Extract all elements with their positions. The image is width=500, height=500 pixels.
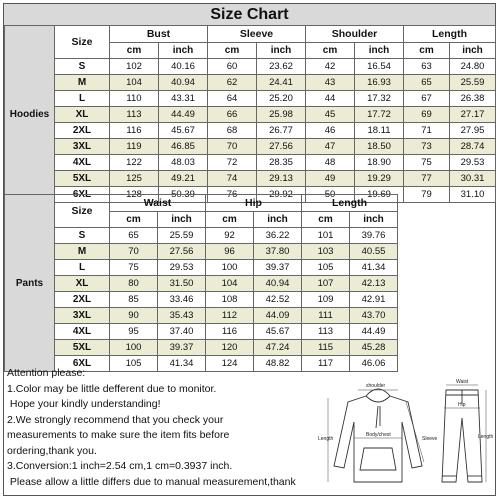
value-cell: 104 xyxy=(206,276,254,292)
value-cell: 90 xyxy=(110,308,158,324)
value-cell: 76 xyxy=(208,187,257,203)
value-cell: 71 xyxy=(404,123,450,139)
value-cell: 67 xyxy=(404,91,450,107)
value-cell: 37.80 xyxy=(254,244,302,260)
measurement-diagram xyxy=(318,378,493,490)
value-cell: 80 xyxy=(110,276,158,292)
unit-header: cm xyxy=(306,43,355,59)
label-shoulder: shoulder xyxy=(366,383,386,389)
value-cell: 29.53 xyxy=(450,155,496,171)
value-cell: 45 xyxy=(306,107,355,123)
value-cell: 23.62 xyxy=(257,59,306,75)
value-cell: 17.72 xyxy=(355,107,404,123)
unit-header: inch xyxy=(159,43,208,59)
group-header-length: Length xyxy=(404,26,496,43)
value-cell: 19.29 xyxy=(355,171,404,187)
value-cell: 28.35 xyxy=(257,155,306,171)
size-cell: 5XL xyxy=(55,171,110,187)
label-sleeve: Sleeve xyxy=(422,436,438,442)
attention-notes xyxy=(7,366,325,490)
value-cell: 29.13 xyxy=(257,171,306,187)
value-cell: 40.16 xyxy=(159,59,208,75)
value-cell: 70 xyxy=(110,244,158,260)
value-cell: 108 xyxy=(206,292,254,308)
value-cell: 117 xyxy=(302,356,350,372)
value-cell: 113 xyxy=(110,107,159,123)
value-cell: 111 xyxy=(302,308,350,324)
size-cell: 4XL xyxy=(55,324,110,340)
value-cell: 47 xyxy=(306,139,355,155)
unit-header: inch xyxy=(257,43,306,59)
value-cell: 27.95 xyxy=(450,123,496,139)
label-hip: Hip xyxy=(458,402,466,408)
group-header-sleeve: Sleeve xyxy=(208,26,306,43)
value-cell: 75 xyxy=(110,260,158,276)
value-cell: 105 xyxy=(110,356,158,372)
value-cell: 47.24 xyxy=(254,340,302,356)
value-cell: 36.22 xyxy=(254,228,302,244)
table-row xyxy=(5,171,496,187)
value-cell: 26.77 xyxy=(257,123,306,139)
value-cell: 116 xyxy=(110,123,159,139)
note-line: 3.Conversion:1 inch=2.54 cm,1 cm=0.3937 inch. xyxy=(7,460,233,472)
value-cell: 113 xyxy=(302,324,350,340)
value-cell: 24.41 xyxy=(257,75,306,91)
value-cell: 16.54 xyxy=(355,59,404,75)
label-pants-length: Length xyxy=(478,434,493,440)
value-cell: 102 xyxy=(110,59,159,75)
value-cell: 96 xyxy=(206,244,254,260)
value-cell: 116 xyxy=(206,324,254,340)
value-cell: 43 xyxy=(306,75,355,91)
value-cell: 68 xyxy=(208,123,257,139)
group-header-bust: Bust xyxy=(110,26,208,43)
header-row xyxy=(5,195,398,212)
value-cell: 39.37 xyxy=(254,260,302,276)
value-cell: 44 xyxy=(306,91,355,107)
table-row xyxy=(5,260,398,276)
value-cell: 49.21 xyxy=(159,171,208,187)
value-cell: 107 xyxy=(302,276,350,292)
value-cell: 29.92 xyxy=(257,187,306,203)
header-row xyxy=(5,26,496,43)
table-row xyxy=(5,308,398,324)
size-cell: S xyxy=(55,228,110,244)
value-cell: 35.43 xyxy=(158,308,206,324)
value-cell: 44.09 xyxy=(254,308,302,324)
value-cell: 39.37 xyxy=(158,340,206,356)
value-cell: 95 xyxy=(110,324,158,340)
size-header: Size xyxy=(55,195,110,228)
value-cell: 128 xyxy=(110,187,159,203)
value-cell: 33.46 xyxy=(158,292,206,308)
value-cell: 39.76 xyxy=(350,228,398,244)
note-line: measurements to make sure the item fits before xyxy=(7,429,230,441)
size-cell: 5XL xyxy=(55,340,110,356)
value-cell: 46.06 xyxy=(350,356,398,372)
value-cell: 100 xyxy=(206,260,254,276)
table-row xyxy=(5,228,398,244)
unit-header: cm xyxy=(404,43,450,59)
group-header-length: Length xyxy=(302,195,398,212)
value-cell: 104 xyxy=(110,75,159,91)
value-cell: 66 xyxy=(208,107,257,123)
value-cell: 105 xyxy=(302,260,350,276)
hoodies-table xyxy=(4,25,496,203)
value-cell: 64 xyxy=(208,91,257,107)
unit-header: inch xyxy=(450,43,496,59)
value-cell: 17.32 xyxy=(355,91,404,107)
note-line: Hope your kindly understanding! xyxy=(7,398,161,410)
value-cell: 65 xyxy=(110,228,158,244)
unit-header: cm xyxy=(206,212,254,228)
value-cell: 26.38 xyxy=(450,91,496,107)
value-cell: 48.82 xyxy=(254,356,302,372)
value-cell: 110 xyxy=(110,91,159,107)
unit-header: inch xyxy=(350,212,398,228)
size-cell: XL xyxy=(55,276,110,292)
size-cell: M xyxy=(55,75,110,91)
value-cell: 16.93 xyxy=(355,75,404,91)
size-cell: XL xyxy=(55,107,110,123)
hoodies-section-label: Hoodies xyxy=(5,26,55,203)
unit-header: inch xyxy=(254,212,302,228)
value-cell: 73 xyxy=(404,139,450,155)
unit-header: cm xyxy=(302,212,350,228)
unit-header: inch xyxy=(158,212,206,228)
value-cell: 119 xyxy=(110,139,159,155)
value-cell: 60 xyxy=(208,59,257,75)
size-cell: 3XL xyxy=(55,308,110,324)
table-row xyxy=(5,292,398,308)
size-cell: S xyxy=(55,59,110,75)
value-cell: 65 xyxy=(404,75,450,91)
value-cell: 37.40 xyxy=(158,324,206,340)
value-cell: 42.91 xyxy=(350,292,398,308)
value-cell: 124 xyxy=(206,356,254,372)
unit-header: inch xyxy=(355,43,404,59)
value-cell: 31.50 xyxy=(158,276,206,292)
value-cell: 43.31 xyxy=(159,91,208,107)
value-cell: 24.80 xyxy=(450,59,496,75)
value-cell: 25.59 xyxy=(158,228,206,244)
note-line: ordering,thank you. xyxy=(7,444,97,457)
size-cell: L xyxy=(55,260,110,276)
value-cell: 41.34 xyxy=(350,260,398,276)
value-cell: 27.56 xyxy=(158,244,206,260)
value-cell: 25.59 xyxy=(450,75,496,91)
value-cell: 42 xyxy=(306,59,355,75)
value-cell: 50.39 xyxy=(159,187,208,203)
note-line: Please allow a little differs due to manual measurement,thank xyxy=(7,475,296,488)
value-cell: 46.85 xyxy=(159,139,208,155)
value-cell: 43.70 xyxy=(350,308,398,324)
value-cell: 30.31 xyxy=(450,171,496,187)
value-cell: 42.13 xyxy=(350,276,398,292)
label-length: Length xyxy=(318,436,334,442)
value-cell: 62 xyxy=(208,75,257,91)
size-cell: 6XL xyxy=(55,356,110,372)
size-cell: 2XL xyxy=(55,123,110,139)
group-header-waist: Waist xyxy=(110,195,206,212)
value-cell: 49 xyxy=(306,171,355,187)
unit-header: cm xyxy=(208,43,257,59)
value-cell: 27.17 xyxy=(450,107,496,123)
value-cell: 45.28 xyxy=(350,340,398,356)
value-cell: 77 xyxy=(404,171,450,187)
size-cell: L xyxy=(55,91,110,107)
value-cell: 75 xyxy=(404,155,450,171)
chart-title: Size Chart xyxy=(4,4,495,26)
value-cell: 48 xyxy=(306,155,355,171)
value-cell: 125 xyxy=(110,171,159,187)
note-line: 2.We strongly recommend that you check your xyxy=(7,413,224,426)
value-cell: 40.55 xyxy=(350,244,398,260)
value-cell: 101 xyxy=(302,228,350,244)
value-cell: 45.67 xyxy=(159,123,208,139)
table-row xyxy=(5,139,496,155)
size-cell: 2XL xyxy=(55,292,110,308)
label-waist: Waist xyxy=(456,379,469,385)
table-row xyxy=(5,340,398,356)
value-cell: 18.11 xyxy=(355,123,404,139)
value-cell: 112 xyxy=(206,308,254,324)
unit-header: cm xyxy=(110,43,159,59)
table-row xyxy=(5,75,496,91)
value-cell: 74 xyxy=(208,171,257,187)
table-row xyxy=(5,324,398,340)
value-cell: 70 xyxy=(208,139,257,155)
value-cell: 40.94 xyxy=(254,276,302,292)
group-header-shoulder: Shoulder xyxy=(306,26,404,43)
value-cell: 50 xyxy=(306,187,355,203)
size-cell: 4XL xyxy=(55,155,110,171)
size-cell: 6XL xyxy=(55,187,110,203)
pants-table xyxy=(4,194,398,372)
value-cell: 18.50 xyxy=(355,139,404,155)
value-cell: 44.49 xyxy=(350,324,398,340)
value-cell: 29.53 xyxy=(158,260,206,276)
value-cell: 63 xyxy=(404,59,450,75)
table-row xyxy=(5,59,496,75)
table-row xyxy=(5,244,398,260)
value-cell: 25.98 xyxy=(257,107,306,123)
value-cell: 19.69 xyxy=(355,187,404,203)
value-cell: 28.74 xyxy=(450,139,496,155)
table-row xyxy=(5,91,496,107)
value-cell: 72 xyxy=(208,155,257,171)
value-cell: 31.10 xyxy=(450,187,496,203)
value-cell: 18.90 xyxy=(355,155,404,171)
pants-section-label: Pants xyxy=(5,195,55,372)
value-cell: 44.49 xyxy=(159,107,208,123)
value-cell: 25.20 xyxy=(257,91,306,107)
value-cell: 45.67 xyxy=(254,324,302,340)
value-cell: 46 xyxy=(306,123,355,139)
value-cell: 40.94 xyxy=(159,75,208,91)
size-cell: M xyxy=(55,244,110,260)
label-bust: Body/chest xyxy=(366,432,391,438)
value-cell: 103 xyxy=(302,244,350,260)
table-row xyxy=(5,276,398,292)
table-row xyxy=(5,155,496,171)
value-cell: 42.52 xyxy=(254,292,302,308)
table-row xyxy=(5,107,496,123)
value-cell: 120 xyxy=(206,340,254,356)
unit-header: cm xyxy=(110,212,158,228)
group-header-hip: Hip xyxy=(206,195,302,212)
value-cell: 115 xyxy=(302,340,350,356)
value-cell: 79 xyxy=(404,187,450,203)
table-row xyxy=(5,123,496,139)
value-cell: 69 xyxy=(404,107,450,123)
value-cell: 27.56 xyxy=(257,139,306,155)
value-cell: 85 xyxy=(110,292,158,308)
value-cell: 41.34 xyxy=(158,356,206,372)
value-cell: 100 xyxy=(110,340,158,356)
size-cell: 3XL xyxy=(55,139,110,155)
value-cell: 122 xyxy=(110,155,159,171)
size-header: Size xyxy=(55,26,110,59)
notes-heading: Attention please: xyxy=(7,367,86,379)
value-cell: 109 xyxy=(302,292,350,308)
value-cell: 92 xyxy=(206,228,254,244)
value-cell: 48.03 xyxy=(159,155,208,171)
note-line: 1.Color may be little defferent due to monitor. xyxy=(7,382,217,395)
